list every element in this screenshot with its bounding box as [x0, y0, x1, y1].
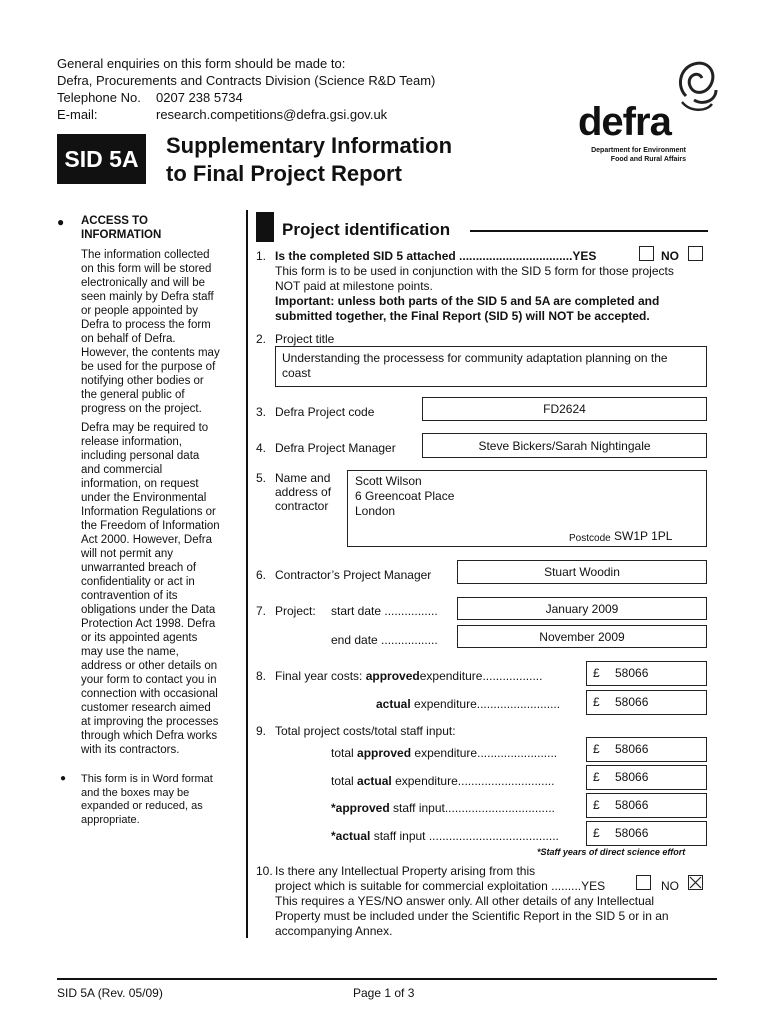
q6-label: Contractor’s Project Manager [275, 568, 432, 582]
q5-label [275, 471, 331, 513]
email-value[interactable]: research.competitions@defra.gsi.gov.uk [156, 107, 388, 122]
access-paragraph-2-line: the Freedom of Information [81, 520, 220, 532]
q7-number: 7. [256, 604, 267, 618]
access-paragraph-2-line: obligations under the Data [81, 604, 216, 616]
q10-no-checkbox[interactable] [688, 875, 703, 890]
access-paragraph-2-line: under the Environmental [81, 492, 207, 504]
format-note-line: appropriate. [81, 813, 140, 826]
access-paragraph-2-line: contravention of its [81, 590, 178, 602]
q9-row4-bold: *actual [331, 829, 371, 843]
q9-row2-dots: expenditure............................. [395, 774, 555, 788]
q9-row1-bold: approved [357, 746, 412, 760]
defra-swan-logo-icon [672, 56, 722, 116]
access-paragraph-1-line: the general public of [81, 389, 185, 401]
title-line1: Supplementary Information [166, 133, 453, 158]
q9-row4-label [331, 829, 559, 844]
q8-approved-field[interactable] [586, 661, 707, 686]
currency-symbol: £ [593, 695, 600, 709]
currency-symbol: £ [593, 826, 600, 840]
q9-label: Total project costs/total staff input: [275, 724, 456, 738]
footer-page-number: Page 1 of 3 [353, 986, 415, 1000]
q9-row1-value: 58066 [615, 742, 649, 756]
q8-label-dots: expenditure.................. [419, 669, 543, 683]
q1-no-label: NO [661, 249, 679, 263]
q9-row3-dots: staff input................................. [393, 801, 555, 815]
start-date-field[interactable]: January 2009 [457, 597, 707, 620]
access-paragraph-2-line: customer research aimed [81, 702, 211, 714]
q5-label-line3: contractor [275, 499, 329, 513]
q9-row1-label [331, 746, 557, 761]
q9-row3-field[interactable] [586, 793, 707, 818]
q8-approved-value: 58066 [615, 666, 649, 680]
access-paragraph-1-line: or people appointed by [81, 305, 199, 317]
q9-row1-field[interactable] [586, 737, 707, 762]
access-paragraph-2-line: or its appointed agents [81, 632, 198, 644]
q8-actual-dots: expenditure......................... [414, 697, 561, 711]
access-paragraph-2-line: Act 2000. However, Defra [81, 534, 213, 546]
q8-actual-value: 58066 [615, 695, 649, 709]
address-line2: 6 Greencoat Place [355, 489, 455, 503]
defra-sub-line2: Food and Rural Affairs [610, 156, 686, 163]
access-paragraph-2 [81, 421, 246, 757]
q8-actual-bold: actual [376, 697, 411, 711]
email-label: E-mail: [57, 107, 98, 122]
access-paragraph-1-line: seen mainly by Defra staff [81, 291, 214, 303]
q9-row2-bold: actual [357, 774, 392, 788]
q1-info-line1: This form is to be used in conjunction with the SID 5 form for those projects [275, 264, 674, 278]
access-paragraph-1-line: However, the contents may [81, 347, 220, 359]
currency-symbol: £ [593, 770, 600, 784]
access-paragraph-1-line: The information collected [81, 249, 210, 261]
access-paragraph-2-line: at improving the processes [81, 716, 219, 728]
q3-label: Defra Project code [275, 405, 375, 419]
q8-actual-label [376, 697, 560, 712]
defra-logo-word: defra [578, 100, 671, 144]
q9-row2-label [331, 774, 554, 789]
checked-x-icon [689, 876, 702, 889]
enquiries-line1: General enquiries on this form should be made to: [57, 56, 346, 71]
q9-row2-field[interactable] [586, 765, 707, 790]
staff-years-note: *Staff years of direct science effort [537, 847, 686, 857]
q9-row4-value: 58066 [615, 826, 649, 840]
q10-line3: This requires a YES/NO answer only. All other details of any Intellectual [275, 894, 655, 908]
access-paragraph-1-line: Defra to process the form [81, 319, 211, 331]
access-paragraph-2-line: confidentiality or act in [81, 576, 195, 588]
access-paragraph-2-line: and commercial [81, 464, 163, 476]
access-paragraph-2-line: through which Defra works [81, 730, 218, 742]
column-divider [246, 210, 248, 938]
page-title [166, 132, 452, 188]
q5-label-line2: address of [275, 485, 332, 499]
access-paragraph-2-line: Information Regulations or [81, 506, 216, 518]
contractor-manager-field[interactable]: Stuart Woodin [457, 560, 707, 584]
bullet-icon: ● [57, 215, 65, 229]
project-code-field[interactable]: FD2624 [422, 397, 707, 421]
access-paragraph-2-line: Defra may be required to [81, 422, 209, 434]
access-paragraph-2-line: connection with occasional [81, 688, 218, 700]
currency-symbol: £ [593, 666, 600, 680]
q5-number: 5. [256, 471, 267, 485]
access-paragraph-2-line: your form to contact you in [81, 674, 217, 686]
q9-row4-dots: staff input ....................................... [373, 829, 559, 843]
defra-sub-line1: Department for Environment [591, 147, 686, 154]
access-paragraph-1 [81, 248, 246, 416]
q7-label: Project: [275, 604, 316, 618]
format-note [81, 773, 246, 827]
project-title-line1: Understanding the processess for community adaptation planning on the [282, 351, 668, 365]
q10-no-label: NO [661, 879, 679, 893]
title-line2: to Final Project Report [166, 161, 402, 186]
access-heading-line2: INFORMATION [81, 229, 162, 241]
q8-actual-field[interactable] [586, 690, 707, 715]
q1-no-checkbox[interactable] [688, 246, 703, 261]
enquiries-line2: Defra, Procurements and Contracts Division (Science R&D Team) [57, 73, 436, 88]
telephone-label: Telephone No. [57, 90, 141, 105]
access-paragraph-2-line: may use the name, [81, 646, 179, 658]
project-title-field[interactable] [275, 346, 707, 387]
q8-label-approved: approved [365, 669, 420, 683]
form-code-badge: SID 5A [57, 134, 146, 184]
q10-yes-checkbox[interactable] [636, 875, 651, 890]
footer-form-rev: SID 5A (Rev. 05/09) [57, 986, 163, 1000]
access-paragraph-1-line: on behalf of Defra. [81, 333, 176, 345]
footer-rule [57, 978, 717, 980]
start-date-label: start date ................ [331, 604, 438, 618]
access-paragraph-2-line: release information, [81, 436, 182, 448]
q6-number: 6. [256, 568, 267, 582]
q1-important-line2: submitted together, the Final Report (SID 5) will NOT be accepted. [275, 309, 650, 323]
q10-line1: Is there any Intellectual Property arising from this [275, 864, 536, 878]
q8-label-text: Final year costs: [275, 669, 363, 683]
q9-row1-dots: expenditure........................ [414, 746, 558, 760]
access-heading-line1: ACCESS TO [81, 215, 148, 227]
q4-number: 4. [256, 441, 267, 455]
q4-label: Defra Project Manager [275, 441, 396, 455]
access-paragraph-2-line: unwarranted breach of [81, 562, 197, 574]
q10-number: 10. [256, 864, 273, 878]
telephone-value: 0207 238 5734 [156, 90, 243, 105]
access-paragraph-1-line: on this form will be stored [81, 263, 212, 275]
access-paragraph-2-line: with its contractors. [81, 744, 180, 756]
currency-symbol: £ [593, 742, 600, 756]
q9-row2-value: 58066 [615, 770, 649, 784]
q3-number: 3. [256, 405, 267, 419]
access-paragraph-1-line: progress on the project. [81, 403, 202, 415]
q1-important-line1: Important: unless both parts of the SID 5 and 5A are completed and [275, 294, 660, 308]
q9-row3-value: 58066 [615, 798, 649, 812]
access-paragraph-2-line: including personal data [81, 450, 200, 462]
q1-number: 1. [256, 249, 267, 263]
q10-line2: project which is suitable for commercial exploitation .........YES [275, 879, 606, 893]
q10-line5: accompanying Annex. [275, 924, 393, 938]
q10-line4: Property must be included under the Scientific Report in the SID 5 or in an [275, 909, 669, 923]
access-paragraph-1-line: electronically and will be [81, 277, 206, 289]
access-paragraph-2-line: will not permit any [81, 548, 174, 560]
format-note-line: and the boxes may be [81, 786, 190, 799]
project-manager-field[interactable]: Steve Bickers/Sarah Nightingale [422, 433, 707, 458]
postcode-label: Postcode [569, 533, 611, 544]
section-rule [470, 230, 708, 232]
q8-number: 8. [256, 669, 267, 683]
q8-label [275, 669, 542, 684]
format-note-line: expanded or reduced, as [81, 800, 203, 812]
access-paragraph-2-line: address or other details on [81, 660, 218, 672]
q1-question: Is the completed SID 5 attached ..................................YES [275, 249, 597, 263]
q1-info-line2: NOT paid at milestone points. [275, 279, 433, 293]
q9-row3-label [331, 801, 555, 816]
q2-number: 2. [256, 332, 267, 346]
format-note-line: This form is in Word format [81, 773, 213, 785]
q2-label: Project title [275, 332, 335, 346]
postcode-value: SW1P 1PL [614, 529, 673, 543]
access-paragraph-1-line: notifying other bodies or [81, 375, 204, 387]
section-marker [256, 212, 274, 242]
end-date-field[interactable]: November 2009 [457, 625, 707, 648]
q9-row1-prefix: total [331, 746, 354, 760]
project-title-line2: coast [282, 366, 311, 380]
currency-symbol: £ [593, 798, 600, 812]
bullet-icon: ● [60, 773, 67, 784]
q9-number: 9. [256, 724, 267, 738]
end-date-label: end date ................. [331, 633, 438, 647]
contractor-address-field[interactable] [347, 470, 707, 547]
address-line1: Scott Wilson [355, 474, 422, 488]
q9-row2-prefix: total [331, 774, 354, 788]
defra-logo-subtitle [560, 146, 686, 164]
access-heading [81, 214, 241, 242]
address-line3: London [355, 504, 396, 518]
q1-yes-checkbox[interactable] [639, 246, 654, 261]
q9-row3-bold: *approved [331, 801, 390, 815]
q5-label-line1: Name and [275, 471, 331, 485]
access-paragraph-2-line: Protection Act 1998. Defra [81, 618, 216, 630]
access-paragraph-2-line: information, on request [81, 478, 199, 490]
section-title: Project identification [282, 220, 451, 239]
access-paragraph-1-line: be used for the purpose of [81, 361, 216, 373]
q9-row4-field[interactable] [586, 821, 707, 846]
